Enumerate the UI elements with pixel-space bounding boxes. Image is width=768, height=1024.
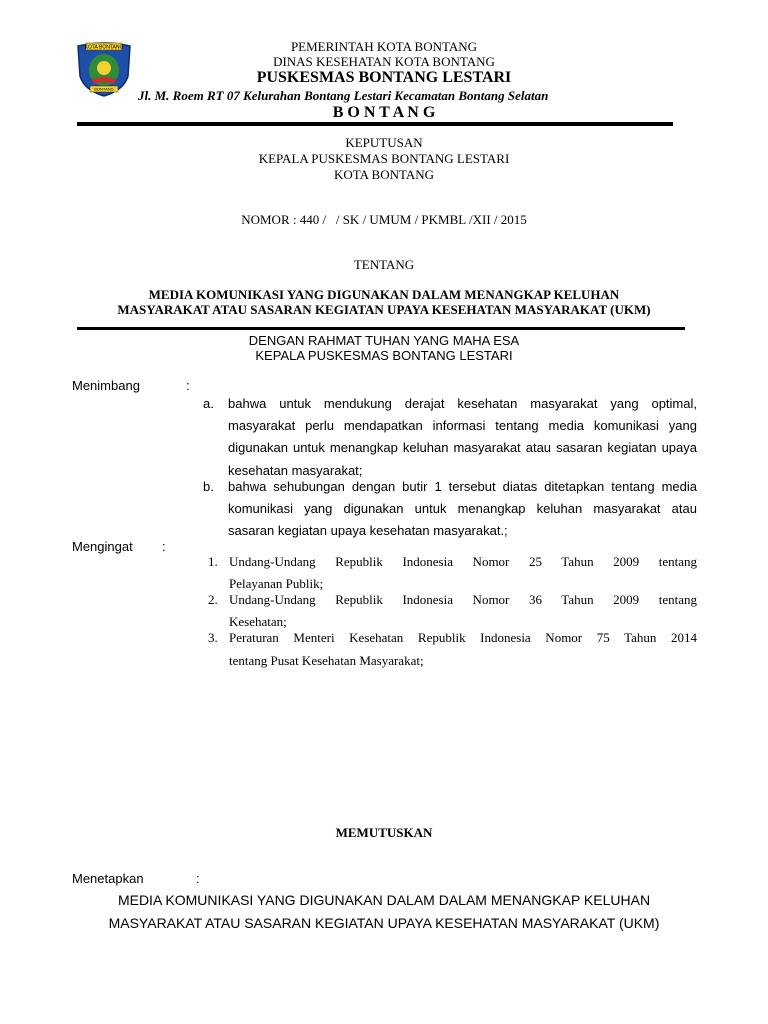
decree-title-3: KOTA BONTANG [333,167,435,182]
header-address: Jl. M. Roem RT 07 Kelurahan Bontang Lestari Kecamatan Bontang Selatan [138,88,549,103]
menimbang-a-line: digunakan untuk menangkap keluhan masyarakat atau sasaran kegiatan upaya [228,440,697,455]
subject-line-2: MASYARAKAT ATAU SASARAN KEGIATAN UPAYA KESEHATAN MASYARAKAT (UKM) [117,302,651,317]
logo-text-bottom: BONTANG [94,86,114,92]
tentang-heading: TENTANG [353,257,415,272]
decree-title-2: KEPALA PUSKESMAS BONTANG LESTARI [258,151,510,166]
mengingat-item-line: Pelayanan Publik; [229,576,324,591]
header-line-3: PUSKESMAS BONTANG LESTARI [256,69,512,86]
menimbang-a-line: kesehatan masyarakat; [228,463,363,478]
rahmat-line-1: DENGAN RAHMAT TUHAN YANG MAHA ESA [248,333,520,348]
menimbang-a-marker: a. [203,396,214,411]
menetapkan-line-2: MASYARAKAT ATAU SASARAN KEGIATAN UPAYA KESEHATAN MASYARAKAT (UKM) [108,915,660,931]
header-city: B O N T A N G [332,104,436,121]
rahmat-line-2: KEPALA PUSKESMAS BONTANG LESTARI [255,348,513,363]
subject-divider [77,327,685,330]
mengingat-colon: : [162,539,166,554]
menetapkan-label: Menetapkan [72,871,144,886]
menimbang-a-line: bahwa untuk mendukung derajat kesehatan masyarakat yang optimal, [228,396,697,411]
menimbang-b-marker: b. [203,479,214,494]
mengingat-item-line: Undang-Undang Republik Indonesia Nomor 36 Tahun 2009 tentang [229,592,697,607]
menimbang-a-line: masyarakat perlu mendapatkan informasi tentang media komunikasi yang [228,418,697,433]
decree-number: NOMOR : 440 / / SK / UMUM / PKMBL /XII / 2015 [241,212,527,227]
menimbang-label: Menimbang [72,378,140,393]
header-line-1: PEMERINTAH KOTA BONTANG [290,39,478,54]
menimbang-colon: : [186,378,190,393]
mengingat-item-line: Undang-Undang Republik Indonesia Nomor 25 Tahun 2009 tentang [229,554,697,569]
mengingat-item-line: Kesehatan; [229,614,287,629]
menimbang-b-line: komunikasi yang digunakan untuk menangkap keluhan masyarakat atau [228,501,697,516]
memutuskan-heading: MEMUTUSKAN [335,825,433,840]
header-divider [77,122,673,126]
logo-text-top: KOTA BONTANG [84,44,124,51]
header-line-2: DINAS KESEHATAN KOTA BONTANG [273,54,495,69]
mengingat-item-marker: 2. [208,592,218,607]
menimbang-b-line: sasaran kegiatan upaya kesehatan masyarakat.; [228,523,508,538]
mengingat-item-line: tentang Pusat Kesehatan Masyarakat; [229,653,424,668]
subject-line-1: MEDIA KOMUNIKASI YANG DIGUNAKAN DALAM MENANGKAP KELUHAN [148,287,620,302]
mengingat-item-line: Peraturan Menteri Kesehatan Republik Indonesia Nomor 75 Tahun 2014 [229,630,697,645]
mengingat-item-marker: 3. [208,630,218,645]
mengingat-item-marker: 1. [208,554,218,569]
decree-title-1: KEPUTUSAN [345,135,423,150]
mengingat-label: Mengingat [72,539,133,554]
menetapkan-colon: : [196,871,200,886]
menetapkan-line-1: MEDIA KOMUNIKASI YANG DIGUNAKAN DALAM DALAM MENANGKAP KELUHAN [117,892,651,908]
menimbang-b-line: bahwa sehubungan dengan butir 1 tersebut diatas ditetapkan tentang media [228,479,697,494]
